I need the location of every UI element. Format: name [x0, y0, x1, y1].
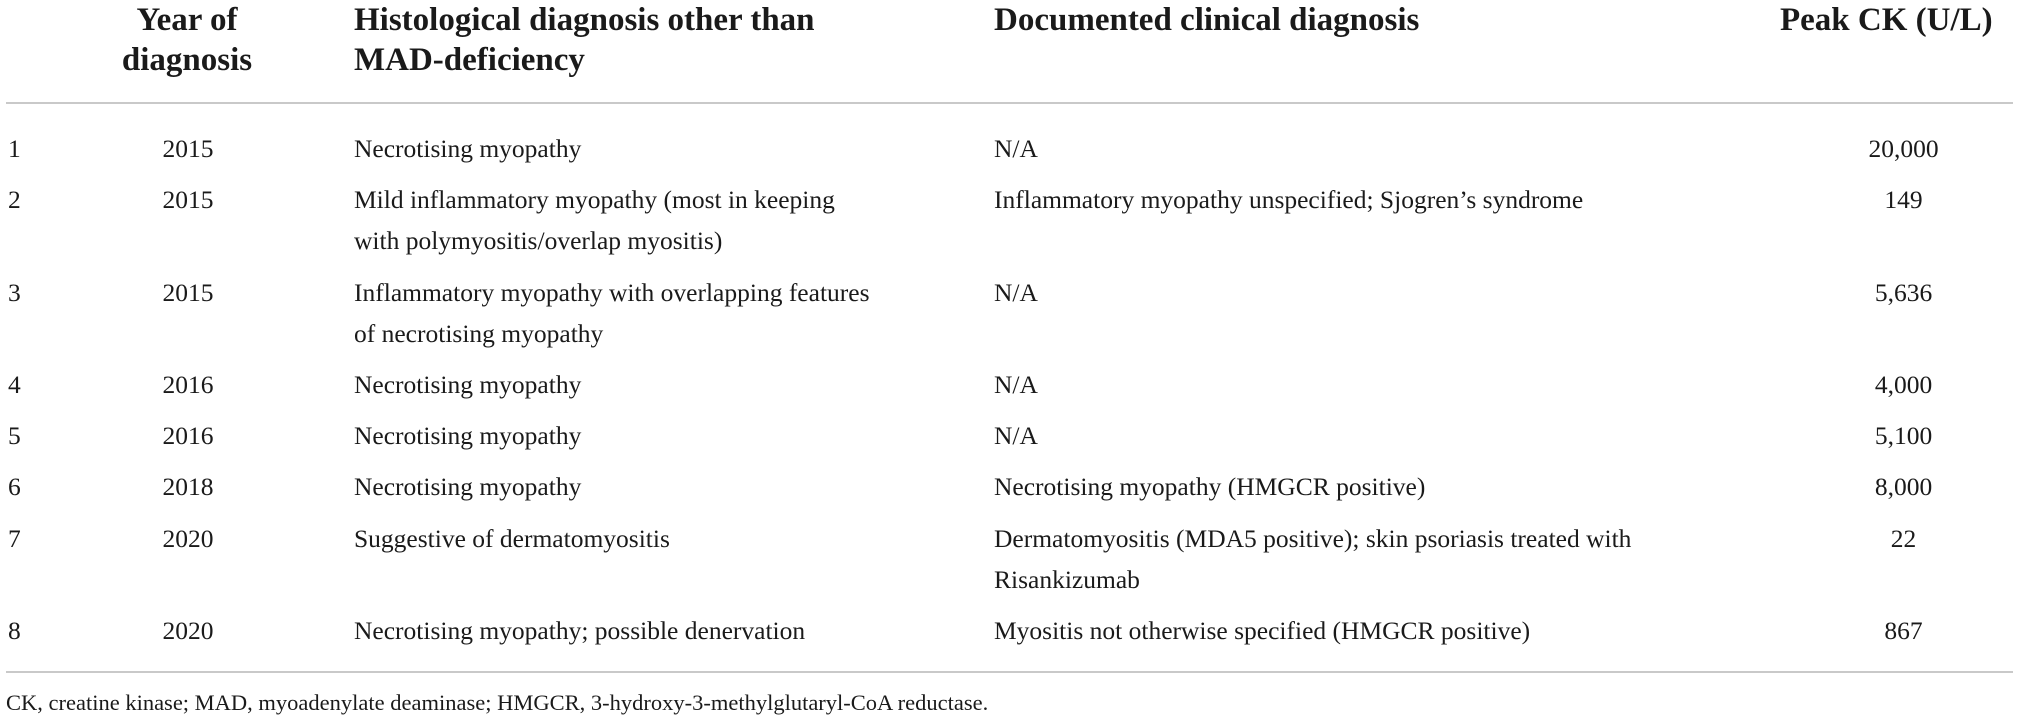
header-year-line2: diagnosis [121, 42, 253, 78]
cell-peak-ck: 149 [1884, 185, 1923, 214]
cell-line: N/A [994, 370, 1038, 399]
cell-clinical [994, 466, 1754, 507]
cell-id: 8 [8, 616, 21, 645]
header-hist-line1: Histological diagnosis other than [354, 2, 815, 38]
cell-clinical [994, 364, 1754, 405]
cell-id: 7 [8, 524, 21, 553]
cell-histological [354, 364, 964, 405]
cell-peak-ck: 22 [1890, 524, 1917, 553]
footer-divider [6, 671, 2013, 673]
cell-year: 2020 [162, 524, 214, 553]
cell-line: Inflammatory myopathy with overlapping features [354, 278, 870, 307]
cell-line: with polymyositis/overlap myositis) [354, 226, 723, 255]
table-footnote: CK, creatine kinase; MAD, myoadenylate deaminase; HMGCR, 3-hydroxy-3-methylglutaryl-CoA reductase. [6, 690, 989, 715]
cell-line: Myositis not otherwise specified (HMGCR positive) [994, 616, 1531, 645]
cell-clinical [994, 128, 1754, 169]
cell-line: of necrotising myopathy [354, 319, 604, 348]
cell-peak-ck: 5,100 [1874, 421, 1933, 450]
cell-line: N/A [994, 134, 1038, 163]
cell-line: Necrotising myopathy (HMGCR positive) [994, 472, 1426, 501]
header-histological [354, 0, 815, 80]
cell-peak-ck: 867 [1884, 616, 1923, 645]
cell-histological [354, 128, 964, 169]
cell-line: Necrotising myopathy [354, 421, 582, 450]
cell-id: 3 [8, 278, 21, 307]
cell-line: Inflammatory myopathy unspecified; Sjogren’s syndrome [994, 185, 1584, 214]
cell-clinical [994, 610, 1754, 651]
cell-line: N/A [994, 278, 1038, 307]
cell-clinical [994, 272, 1754, 313]
cell-line: Risankizumab [994, 565, 1140, 594]
cell-clinical [994, 518, 1754, 600]
cell-line: Necrotising myopathy [354, 370, 582, 399]
cell-clinical [994, 415, 1754, 456]
cell-histological [354, 179, 964, 261]
cell-id: 5 [8, 421, 21, 450]
cell-clinical [994, 179, 1754, 220]
cell-line: Dermatomyositis (MDA5 positive); skin psoriasis treated with [994, 524, 1632, 553]
cell-line: N/A [994, 421, 1038, 450]
cell-year: 2020 [162, 616, 214, 645]
cell-histological [354, 518, 964, 559]
cell-year: 2015 [162, 134, 214, 163]
header-divider [6, 102, 2013, 104]
cell-line: Necrotising myopathy; possible denervation [354, 616, 806, 645]
cell-id: 1 [8, 134, 21, 163]
header-peak-ck: Peak CK (U/L) [1780, 2, 1993, 38]
cell-histological [354, 610, 964, 651]
header-year [112, 0, 262, 80]
cell-histological [354, 272, 964, 354]
header-clinical: Documented clinical diagnosis [994, 2, 1420, 38]
cell-year: 2018 [162, 472, 214, 501]
cell-peak-ck: 20,000 [1868, 134, 1939, 163]
cell-year: 2015 [162, 278, 214, 307]
cell-peak-ck: 5,636 [1874, 278, 1933, 307]
header-year-line1: Year of [136, 2, 238, 38]
cell-peak-ck: 8,000 [1874, 472, 1933, 501]
cell-id: 6 [8, 472, 21, 501]
cell-line: Mild inflammatory myopathy (most in keeping [354, 185, 835, 214]
header-hist-line2: MAD-deficiency [354, 42, 585, 78]
cell-id: 2 [8, 185, 21, 214]
cell-year: 2015 [162, 185, 214, 214]
cell-line: Suggestive of dermatomyositis [354, 524, 670, 553]
cell-peak-ck: 4,000 [1874, 370, 1933, 399]
cell-year: 2016 [162, 370, 214, 399]
cell-id: 4 [8, 370, 21, 399]
cell-year: 2016 [162, 421, 214, 450]
cell-histological [354, 466, 964, 507]
cell-line: Necrotising myopathy [354, 472, 582, 501]
cell-line: Necrotising myopathy [354, 134, 582, 163]
cell-histological [354, 415, 964, 456]
